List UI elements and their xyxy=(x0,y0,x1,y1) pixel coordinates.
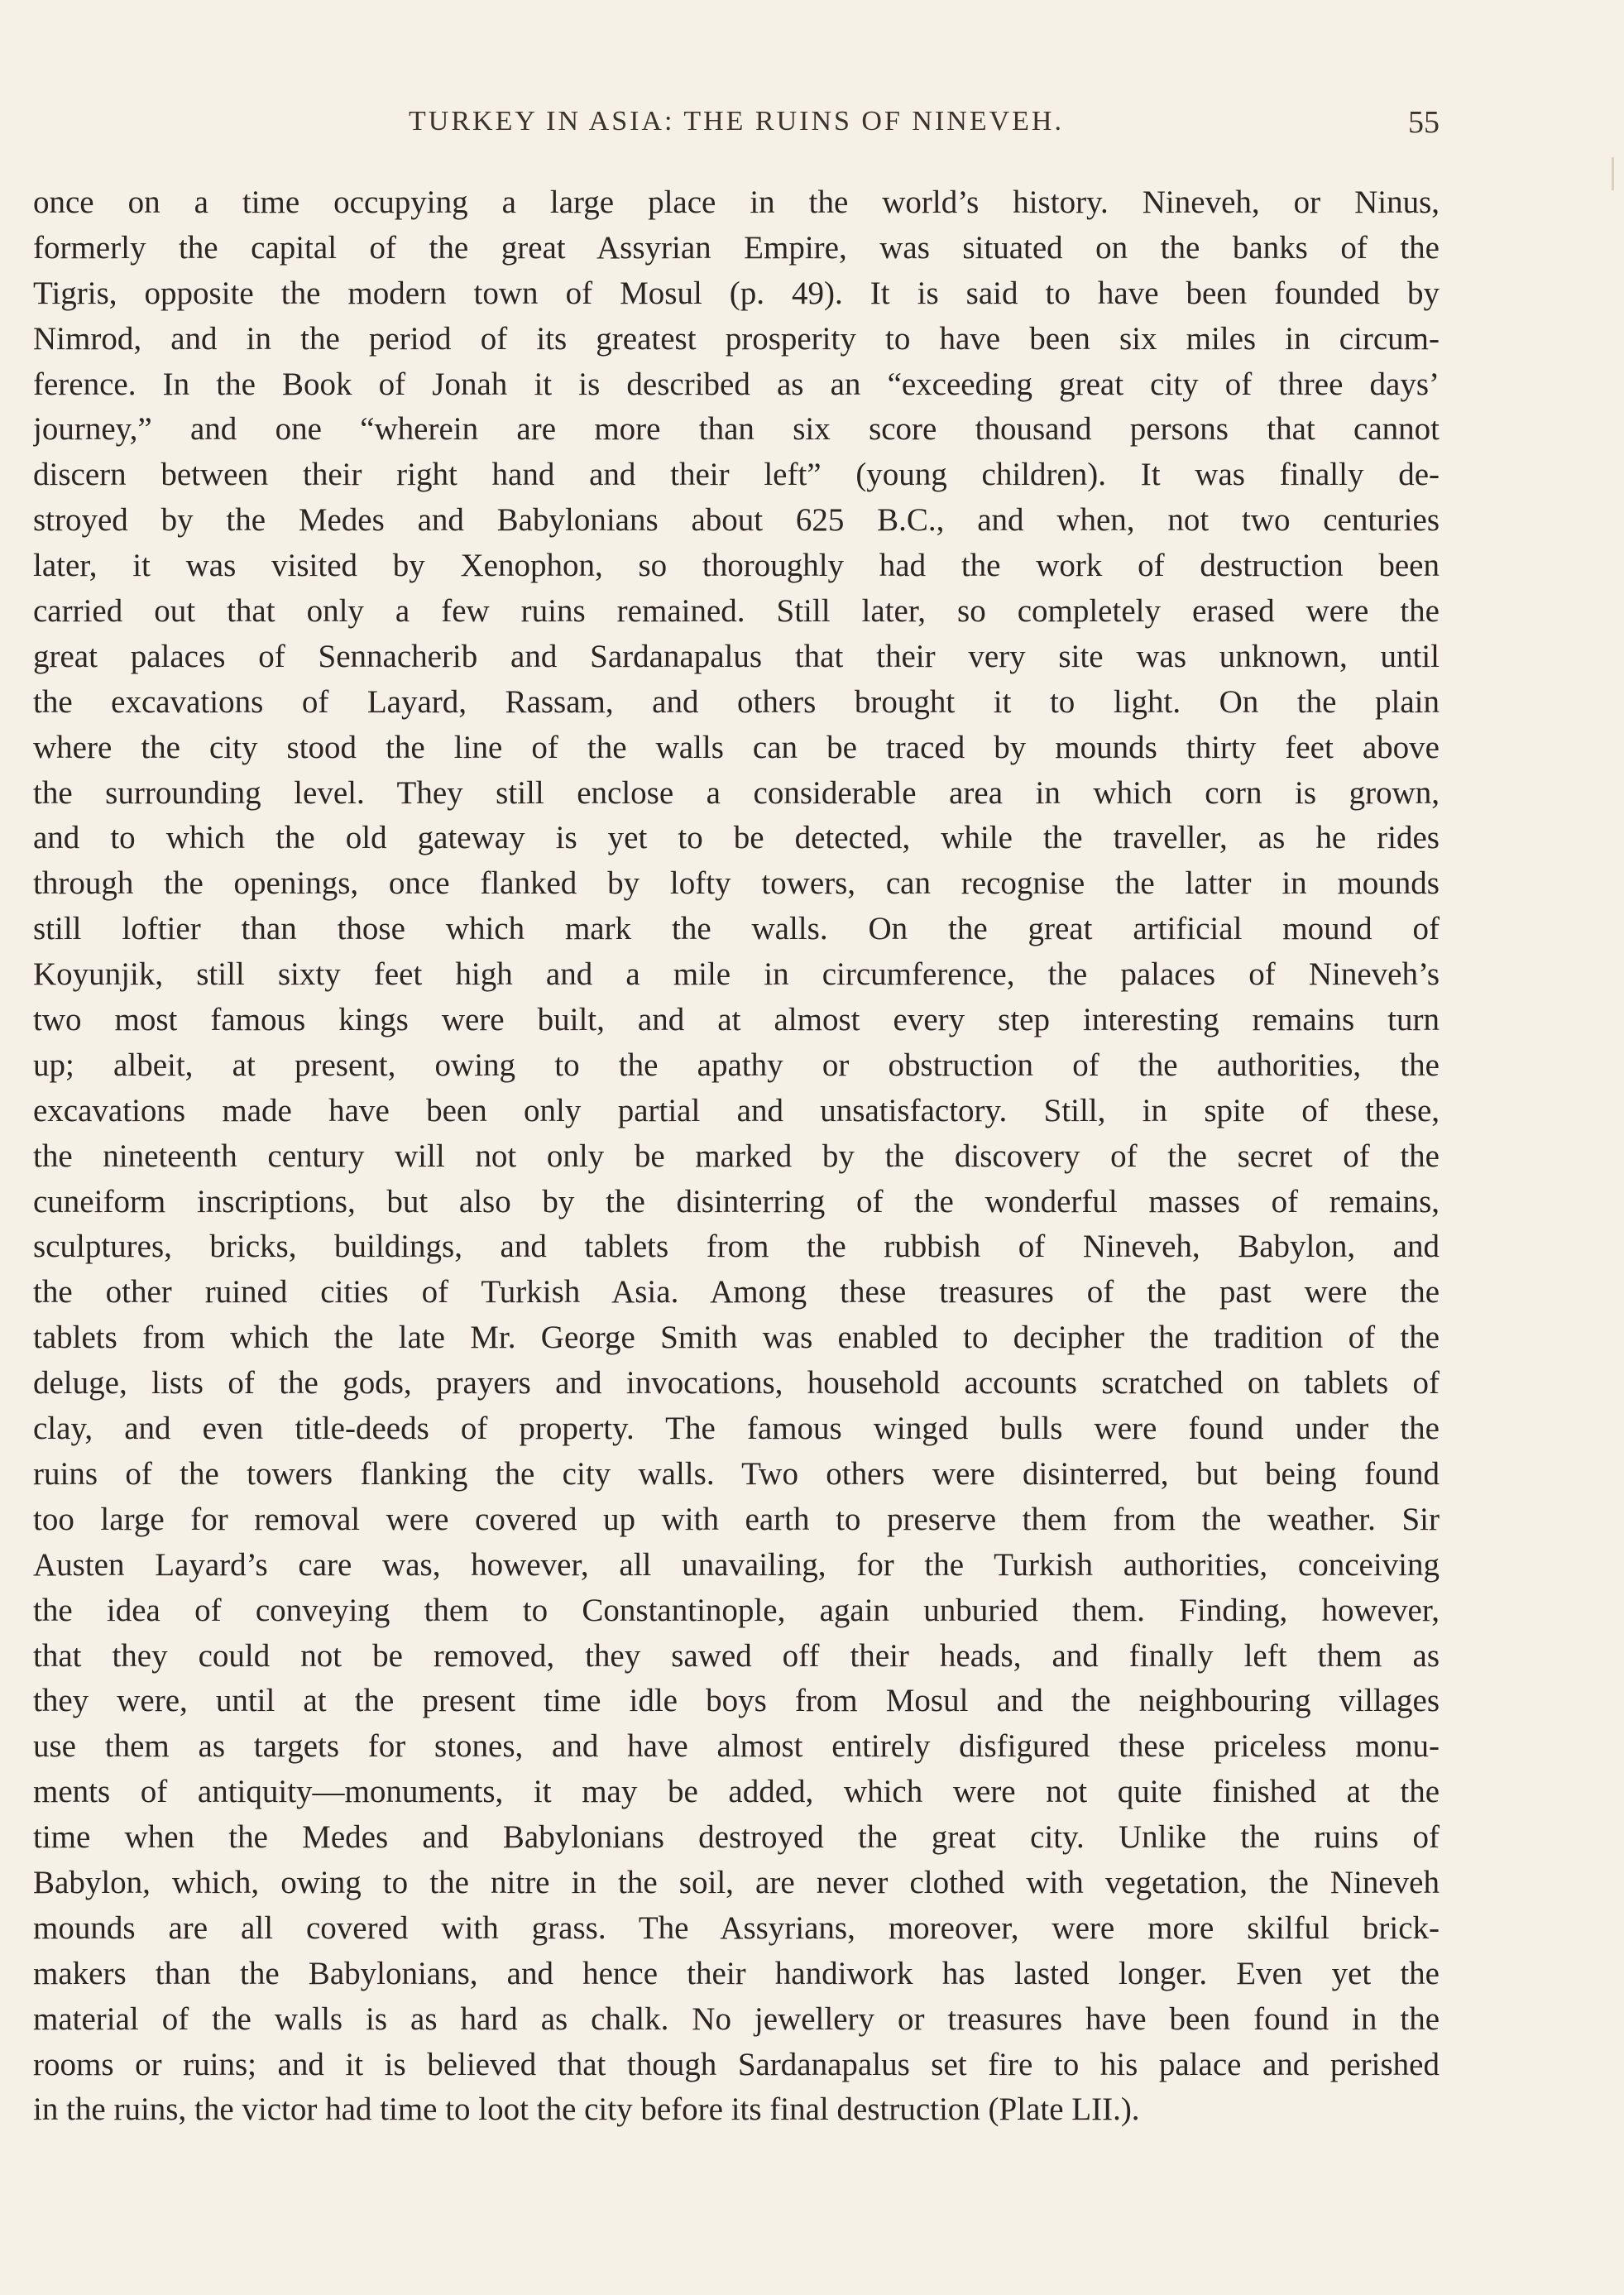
text-line: journey,” and one “wherein are more than six score thousand persons that cannot xyxy=(33,411,1440,448)
text-line: that they could not be removed, they sawed off their heads, and finally left them as xyxy=(33,1637,1440,1674)
text-line: up; albeit, at present, owing to the apathy or obstruction of the authorities, the xyxy=(33,1047,1440,1083)
text-line: makers than the Babylonians, and hence their handiwork has lasted longer. Even yet the xyxy=(33,1955,1440,1991)
text-line: Babylon, which, owing to the nitre in the soil, are never clothed with vegetation, the Nineveh xyxy=(33,1864,1440,1900)
text-line: ference. In the Book of Jonah it is described as an “exceeding great city of three days’ xyxy=(33,366,1440,402)
text-line: ments of antiquity—monuments, it may be added, which were not quite finished at the xyxy=(33,1774,1440,1810)
text-line: formerly the capital of the great Assyrian Empire, was situated on the banks of the xyxy=(33,229,1440,266)
page-edge-mark xyxy=(1612,157,1614,190)
running-head: TURKEY IN ASIA: THE RUINS OF NINEVEH. xyxy=(409,106,1064,137)
text-line: sculptures, bricks, buildings, and tablets from the rubbish of Nineveh, Babylon, and xyxy=(33,1229,1440,1265)
text-line: great palaces of Sennacherib and Sardanapalus that their very site was unknown, until xyxy=(33,638,1440,674)
text-line: the surrounding level. They still enclose a considerable area in which corn is grown, xyxy=(33,774,1440,811)
body-text xyxy=(33,180,1440,2133)
page-number: 55 xyxy=(1408,105,1440,140)
text-line: they were, until at the present time idle boys from Mosul and the neighbouring villages xyxy=(33,1683,1440,1719)
text-line: where the city stood the line of the walls can be traced by mounds thirty feet above xyxy=(33,729,1440,765)
text-line: two most famous kings were built, and at almost every step interesting remains turn xyxy=(33,1002,1440,1038)
text-line: and to which the old gateway is yet to be detected, while the traveller, as he rides xyxy=(33,820,1440,856)
text-line: tablets from which the late Mr. George Smith was enabled to decipher the tradition of the xyxy=(33,1320,1440,1356)
text-line: rooms or ruins; and it is believed that though Sardanapalus set fire to his palace and perished xyxy=(33,2046,1440,2082)
text-line: excavations made have been only partial and unsatisfactory. Still, in spite of these, xyxy=(33,1092,1440,1128)
text-line: the excavations of Layard, Rassam, and others brought it to light. On the plain xyxy=(33,683,1440,720)
text-line: mounds are all covered with grass. The Assyrians, moreover, were more skilful brick- xyxy=(33,1909,1440,1946)
text-line: the nineteenth century will not only be marked by the discovery of the secret of the xyxy=(33,1138,1440,1174)
text-line: Austen Layard’s care was, however, all unavailing, for the Turkish authorities, conceiving xyxy=(33,1546,1440,1583)
text-line: time when the Medes and Babylonians destroyed the great city. Unlike the ruins of xyxy=(33,1819,1440,1856)
text-line: later, it was visited by Xenophon, so thoroughly had the work of destruction been xyxy=(33,548,1440,584)
page-header xyxy=(33,106,1440,156)
text-line: deluge, lists of the gods, prayers and invocations, household accounts scratched on tablets of xyxy=(33,1365,1440,1401)
text-line: carried out that only a few ruins remained. Still later, so completely erased were the xyxy=(33,593,1440,630)
text-line: in the ruins, the victor had time to loot the city before its final destruction (Plate LII.). xyxy=(33,2091,1140,2128)
text-line: ruins of the towers flanking the city walls. Two others were disinterred, but being found xyxy=(33,1455,1440,1492)
text-line: Tigris, opposite the modern town of Mosul (p. 49). It is said to have been founded by xyxy=(33,275,1440,311)
text-line: once on a time occupying a large place in the world’s history. Nineveh, or Ninus, xyxy=(33,184,1440,220)
text-line: stroyed by the Medes and Babylonians about 625 B.C., and when, not two centuries xyxy=(33,502,1440,539)
text-line: Koyunjik, still sixty feet high and a mile in circumference, the palaces of Nineveh’s xyxy=(33,956,1440,993)
text-line: clay, and even title-deeds of property. The famous winged bulls were found under the xyxy=(33,1411,1440,1447)
text-line: still loftier than those which mark the walls. On the great artificial mound of xyxy=(33,911,1440,947)
text-line: use them as targets for stones, and have almost entirely disfigured these priceless monu- xyxy=(33,1728,1440,1765)
text-line: cuneiform inscriptions, but also by the disinterring of the wonderful masses of remains, xyxy=(33,1183,1440,1219)
text-line: Nimrod, and in the period of its greatest prosperity to have been six miles in circum- xyxy=(33,320,1440,357)
text-line: the idea of conveying them to Constantinople, again unburied them. Finding, however, xyxy=(33,1592,1440,1628)
text-line: through the openings, once flanked by lofty towers, can recognise the latter in mounds xyxy=(33,865,1440,902)
text-line: discern between their right hand and their left” (young children). It was finally de- xyxy=(33,457,1440,493)
text-line: too large for removal were covered up with earth to preserve them from the weather. Sir xyxy=(33,1501,1440,1537)
text-line: the other ruined cities of Turkish Asia. Among these treasures of the past were the xyxy=(33,1274,1440,1310)
text-line: material of the walls is as hard as chalk. No jewellery or treasures have been found in the xyxy=(33,2000,1440,2037)
